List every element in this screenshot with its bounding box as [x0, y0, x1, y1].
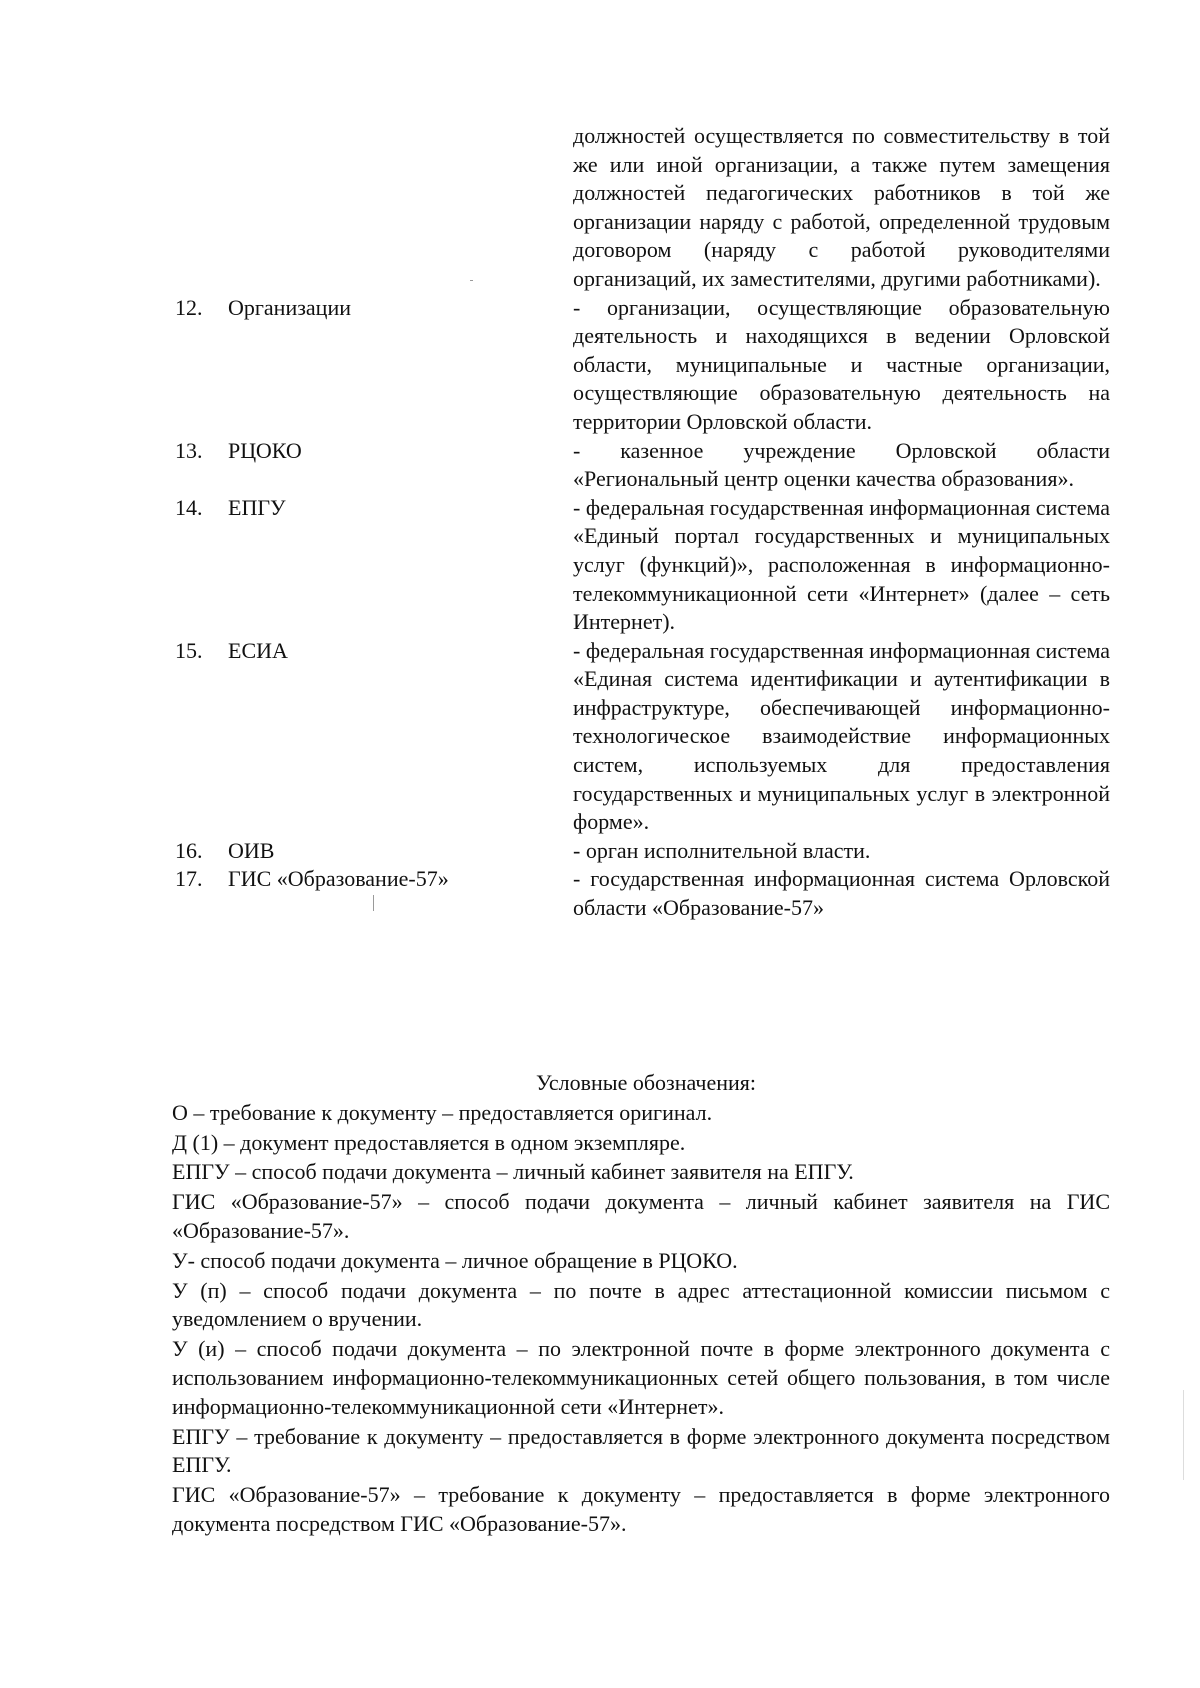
row-definition: - федеральная государственная информационная система «Единый портал государственных и муниципальных услуг (функций)», расположенная в информационно-телекоммуникационной сети «Интернет» (далее – сеть Интернет).: [573, 494, 1110, 635]
row-number: 13.: [175, 437, 203, 463]
scan-artifact: [470, 280, 473, 281]
legend-item: У (и) – способ подачи документа – по электронной почте в форме электронного документа с использованием информационно-телекоммуникационных сетей общего пользования, в том числе информационно-телекоммуникационной сети «Интернет».: [172, 1336, 1110, 1419]
legend-item: ГИС «Образование-57» – способ подачи документа – личный кабинет заявителя на ГИС «Образование-57».: [172, 1189, 1110, 1243]
row-term: РЦОКО: [228, 437, 302, 463]
row-number: 12.: [175, 294, 203, 320]
row-definition: - казенное учреждение Орловской области «Региональный центр оценки качества образования».: [573, 437, 1110, 492]
legend-item: У (п) – способ подачи документа – по почте в адрес аттестационной комиссии письмом с уведомлением о вручении.: [172, 1277, 1110, 1332]
row-term: ОИВ: [228, 837, 275, 863]
scan-artifact: [373, 895, 374, 911]
legend-item: О – требование к документу – предоставляется оригинал.: [172, 1099, 713, 1125]
row-number: 16.: [175, 837, 203, 863]
legend-item: ЕПГУ – способ подачи документа – личный кабинет заявителя на ЕПГУ.: [172, 1159, 854, 1185]
table-row: [175, 437, 1110, 494]
row-number: 14.: [175, 494, 203, 520]
row-number: 15.: [175, 637, 203, 663]
row-number: 17.: [175, 866, 203, 892]
row-definition: - федеральная государственная информационная система «Единая система идентификации и аутентификации в инфраструктуре, обеспечивающей информационно-технологическое взаимодействие информационных систем, используемых для предоставления государственных и муниципальных услуг в электронной форме».: [573, 637, 1110, 835]
abbreviations-table: [175, 122, 1110, 923]
row-term: ЕПГУ: [228, 494, 286, 520]
row-term: ЕСИА: [228, 637, 288, 663]
table-row: [175, 122, 1110, 294]
scan-artifact: [1183, 1390, 1184, 1480]
row-term: ГИС «Образование-57»: [228, 866, 449, 892]
table-row: [175, 294, 1110, 437]
legend-item: У- способ подачи документа – личное обращение в РЦОКО.: [172, 1247, 738, 1273]
row-definition: должностей осуществляется по совместительству в той же или иной организации, а также путем замещения должностей педагогических работников в той же организации наряду с работой, определенной трудовым договором (наряду с работой руководителями организаций, их заместителями, другими работниками).: [573, 123, 1110, 291]
legend-heading: Условные обозначения:: [535, 1070, 757, 1095]
legend-item: ЕПГУ – требование к документу – предоставляется в форме электронного документа посредством ЕПГУ.: [172, 1423, 1110, 1478]
legend-item: ГИС «Образование-57» – требование к документу – предоставляется в форме электронного документа посредством ГИС «Образование-57».: [172, 1482, 1110, 1536]
table-row: [175, 494, 1110, 637]
table-row: [175, 865, 1110, 922]
row-definition: - государственная информационная система Орловской области «Образование-57»: [573, 866, 1110, 921]
row-term: Организации: [228, 294, 351, 320]
table-row: [175, 837, 1110, 866]
legend-item: Д (1) – документ предоставляется в одном экземпляре.: [172, 1129, 686, 1155]
row-definition: - орган исполнительной власти.: [573, 837, 871, 863]
table-row: [175, 637, 1110, 837]
legend-section: [172, 1069, 1110, 1540]
row-definition: - организации, осуществляющие образовательную деятельность и находящихся в ведении Орловской области, муниципальные и частные организации, осуществляющие образовательную деятельность на территории Орловской области.: [573, 294, 1110, 434]
